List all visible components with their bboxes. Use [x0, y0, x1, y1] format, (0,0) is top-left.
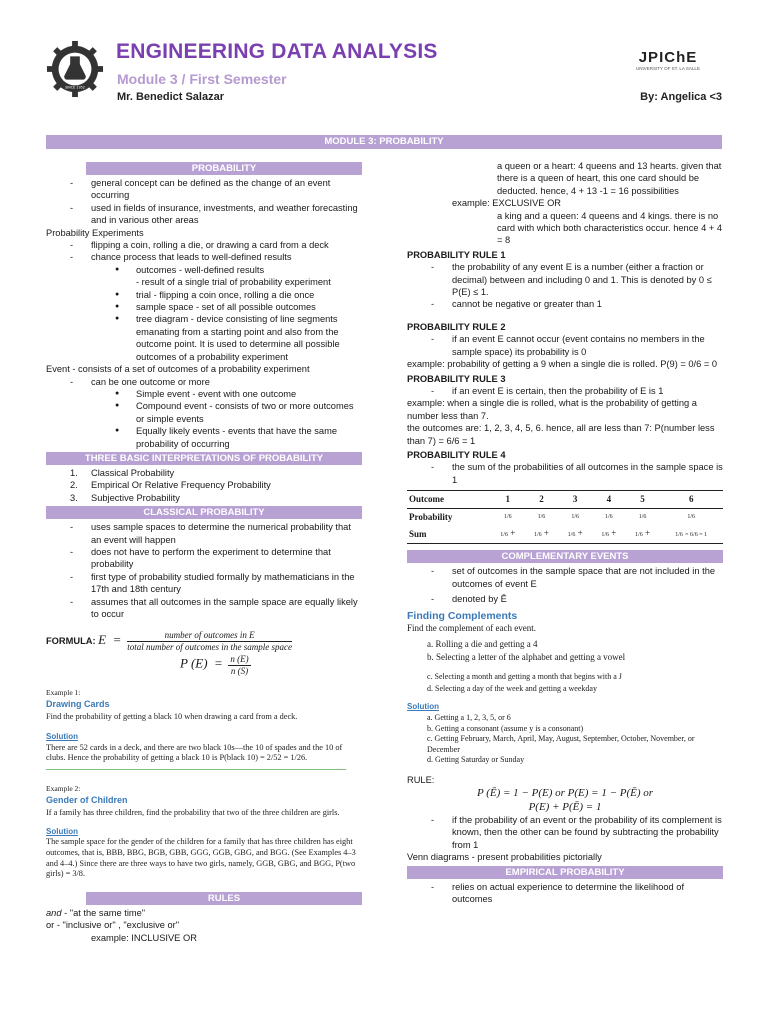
rule2-list: [407, 333, 723, 358]
list-item: - relies on actual experience to determine the likelihood of outcomes: [407, 881, 723, 906]
list-item: 1. Classical Probability: [70, 467, 175, 478]
complementary-list: [407, 565, 723, 605]
formula-fraction-2: [228, 654, 250, 677]
event-label: Event - consists of a set of outcomes of a probability experiment: [46, 364, 310, 375]
section-heading-complementary: COMPLEMENTARY EVENTS: [407, 550, 723, 563]
finding-complements-block: [407, 622, 723, 766]
sum-term: 1/6: [533, 531, 542, 538]
table-cell: 1/6: [687, 513, 696, 520]
fc-prompt: Find the complement of each event.: [407, 623, 536, 633]
section-heading-empirical: EMPIRICAL PROBABILITY: [407, 866, 723, 879]
plus-sign: +: [543, 527, 549, 538]
table-cell: [659, 525, 723, 544]
rule3-example: example: when a single die is rolled, what is the probability of getting a number less than 7.: [407, 398, 697, 421]
list-item: - if the probability of an event or the probability of its complement is known, then the other can be found by subtracting the probability from 1: [407, 814, 723, 851]
rule4-list: [407, 461, 723, 486]
list-item: ● trial - flipping a coin once, rolling a die once: [46, 289, 362, 301]
page-subtitle: Module 3 / First Semester: [117, 71, 287, 87]
rule1-list: [407, 261, 723, 311]
finding-complements-title: Finding Complements: [407, 609, 518, 622]
exclusive-label: example: EXCLUSIVE OR: [452, 198, 562, 209]
rule3-example-2: the outcomes are: 1, 2, 3, 4, 5, 6. hence, all are less than 7: P(number less than 7) = 6/6 = 1: [407, 423, 715, 446]
list-item: a. Rolling a die and getting a 4: [427, 639, 538, 649]
table-cell: 1/6: [537, 513, 546, 520]
example-label: Example 2:: [46, 783, 81, 793]
rule4-heading: PROBABILITY RULE 4: [407, 449, 506, 460]
list-item: ● Equally likely events - events that have the same probability of occurring: [46, 425, 362, 450]
rule-or: or - "inclusive or" , "exclusive or": [46, 920, 180, 931]
empirical-list: [407, 881, 723, 906]
table-cell: 6: [659, 491, 723, 508]
sum-term: 1/6: [635, 531, 643, 538]
example-label: Example 1:: [46, 688, 81, 698]
formula-denominator: total number of outcomes in the sample space: [127, 642, 292, 653]
list-item: ● Simple event - event with one outcome: [46, 388, 362, 400]
example-title: Drawing Cards: [46, 699, 110, 709]
list-item: - used in fields of insurance, investments, and weather forecasting and in various other areas: [46, 202, 362, 227]
table-cell: Outcome: [407, 491, 491, 508]
table-cell: [525, 525, 559, 544]
outcome-probability-table: [407, 490, 723, 544]
table-cell: [626, 525, 660, 544]
sum-term: 1/6: [601, 531, 610, 538]
classical-list: [46, 521, 362, 620]
event-list: [46, 376, 362, 388]
gear-flask-logo-icon: [46, 40, 104, 98]
sum-result: = 6/6 = 1: [685, 531, 708, 538]
plus-sign: +: [510, 527, 516, 538]
plus-sign: +: [577, 527, 583, 538]
list-item: - if an event E is certain, then the probability of E is 1: [407, 385, 723, 397]
list-item: c. Selecting a month and getting a month that begins with a J: [427, 672, 622, 681]
table-cell: 1/6: [503, 513, 512, 520]
formula-fraction: [127, 630, 292, 653]
module-title-bar: MODULE 3: PROBABILITY: [46, 135, 722, 149]
sum-term: 1/6: [567, 531, 576, 538]
sum-term: 1/6: [675, 531, 683, 538]
venn-note: Venn diagrams - present probabilities pictorially: [407, 852, 602, 863]
event-types-list: [46, 388, 362, 450]
exclusive-example: a king and a queen: 4 queens and 4 kings. there is no card with which both characteristics occur. hence 4 + 4 = 8: [497, 210, 723, 246]
list-item-text: Classical Probability: [91, 467, 175, 478]
list-item: - the sum of the probabilities of all outcomes in the sample space is 1: [407, 461, 723, 486]
interpretations-list: [46, 467, 362, 504]
teacher-name: Mr. Benedict Salazar: [117, 91, 224, 103]
list-item-text: Empirical Or Relative Frequency Probability: [91, 480, 271, 491]
formula2-denominator: n (S): [230, 666, 249, 677]
list-item: ● Compound event - consists of two or more outcomes or simple events: [46, 400, 362, 425]
rule3-list: [407, 385, 723, 397]
brand-logo: [636, 50, 700, 72]
table-cell: Probability: [409, 511, 453, 522]
divider: [46, 769, 346, 770]
complement-rule-equation: P (Ē) = 1 − P(E) or P(E) = 1 − P(Ē) or: [476, 786, 654, 799]
list-item: - set of outcomes in the sample space that are not included in the outcomes of event E: [407, 565, 723, 590]
list-item: - assumes that all outcomes in the sample space are equally likely to occur: [46, 596, 362, 621]
list-item: b. Selecting a letter of the alphabet and getting a vowel: [427, 652, 626, 662]
experiments-list: [46, 239, 362, 264]
table-row: [407, 525, 723, 544]
list-item: [46, 264, 362, 289]
probability-list: [46, 177, 362, 227]
table-cell: 1/6: [605, 513, 613, 520]
author-credit: By: Angelica <3: [640, 91, 722, 103]
outcome-subtext: - result of a single trial of probability experiment: [136, 277, 331, 288]
section-heading-three-interpretations: THREE BASIC INTERPRETATIONS OF PROBABILITY: [46, 452, 362, 465]
formula-label: FORMULA:: [46, 636, 96, 647]
rule-and-text: - "at the same time": [61, 907, 146, 918]
rule3-heading: PROBABILITY RULE 3: [407, 373, 506, 384]
bullet-text: outcomes - well-defined results: [136, 264, 265, 275]
example-solution: The sample space for the gender of the children for a family that has three children has eight outcomes, that is, BBB, BBG, BGB, GBB, GGG, GGB, GBG, and BGG. (See Examples 4–3 and 4–4.) Since there are three ways to have two girls, namely, GGB, GBG, and BGG, P(two girls) = 3/8.: [46, 837, 356, 879]
example-1: [46, 688, 362, 770]
list-item: d. Getting Saturday or Sunday: [427, 755, 525, 764]
rule2-heading: PROBABILITY RULE 2: [407, 321, 506, 332]
table-cell: 1/6: [571, 513, 579, 520]
experiments-label: Probability Experiments: [46, 227, 144, 238]
page-title: ENGINEERING DATA ANALYSIS: [116, 40, 438, 63]
list-item: a. Getting a 1, 2, 3, 5, or 6: [427, 713, 511, 722]
example-2: [46, 784, 362, 880]
example-problem: If a family has three children, find the probability that two of the three children are girls.: [46, 808, 340, 818]
plus-sign: +: [611, 527, 617, 538]
table-cell: [592, 525, 626, 544]
rule-and: [46, 907, 362, 919]
example-problem: Find the probability of getting a black 10 when drawing a card from a deck.: [46, 711, 298, 721]
list-item: - the probability of any event E is a number (either a fraction or decimal) between and including 0 and 1. This is denoted by 0 ≤ P(E) ≤ 1.: [407, 261, 723, 298]
example-solution-label: Solution: [46, 732, 78, 742]
fc-solution-label: Solution: [407, 702, 439, 711]
example-solution-label: Solution: [46, 826, 78, 836]
list-item: b. Getting a consonant (assume y is a consonant): [427, 723, 584, 733]
list-item: c. Getting February, March, April, May, August, September, October, November, or December: [427, 734, 695, 754]
formula-numerator: number of outcomes in E: [127, 630, 292, 642]
brand-name: JPIChE: [638, 49, 698, 66]
brand-subtext: UNIVERSITY OF ST. LA SALLE: [636, 66, 700, 71]
table-cell: [491, 525, 525, 544]
list-item: - cannot be negative or greater than 1: [407, 298, 723, 310]
list-item: - denoted by Ē: [407, 593, 723, 605]
table-row: [407, 508, 723, 525]
list-item: ● sample space - set of all possible outcomes: [46, 301, 362, 313]
list-item: - can be one outcome or more: [46, 376, 362, 388]
list-item: - chance process that leads to well-defined results: [46, 251, 362, 263]
list-item: ● tree diagram - device consisting of line segments emanating from a starting point and also from the outcome point. It is used to determine all possible outcomes of a probability experiment: [46, 313, 362, 363]
sum-term: 1/6: [500, 531, 508, 538]
rule1-heading: PROBABILITY RULE 1: [407, 249, 506, 260]
table-cell: Sum: [407, 525, 491, 544]
rule2-example: example: probability of getting a 9 when a single die is rolled. P(9) = 0/6 = 0: [407, 359, 718, 370]
formula2-numerator: n (E): [230, 654, 249, 665]
plus-sign: +: [644, 527, 651, 538]
rule-label: RULE:: [407, 774, 435, 785]
experiment-terms-list: [46, 264, 362, 363]
example-title: Gender of Children: [46, 794, 128, 805]
list-item: d. Selecting a day of the week and getting a weekday: [427, 684, 597, 693]
list-item: - does not have to perform the experiment to determine that probability: [46, 546, 362, 571]
list-item-text: Subjective Probability: [91, 492, 180, 503]
table-cell: 5: [626, 491, 660, 508]
table-cell: 3: [558, 491, 592, 508]
rule-and-word: and: [46, 907, 62, 918]
table-cell: 4: [592, 491, 626, 508]
table-cell: 1: [491, 491, 525, 508]
complement-rule-list: [407, 814, 723, 851]
list-item: - flipping a coin, rolling a die, or drawing a card from a deck: [46, 239, 362, 251]
left-column: [46, 160, 362, 944]
list-item: 3. Subjective Probability: [70, 492, 180, 503]
list-item: - if an event E cannot occur (event contains no members in the sample space) its probability is 0: [407, 333, 723, 358]
inclusive-example: a queen or a heart: 4 queens and 13 hearts. given that there is a queen of heart, this one card should be deducted. hence, 4 + 13 -1 = 16 possibilities: [497, 161, 722, 196]
table-row: [407, 491, 723, 508]
table-cell: 1/6: [638, 513, 647, 520]
list-item: - general concept can be defined as the change of an event occurring: [46, 177, 362, 202]
example-solution: There are 52 cards in a deck, and there are two black 10s—the 10 of spades and the 10 of clubs. Hence the probability of getting a black 10 is P(black 10) = 2/52 = 1/26.: [46, 742, 343, 763]
classical-formula: FORMULA: E = $\frac{\text{number of outcomes in E}}{\text{total number of outcomes in the sample space}}$ P (E) = $\frac{n (E)}{n (S)}$: [46, 630, 292, 677]
list-item: - first type of probability studied formally by mathematicians in the 17th and 18th century: [46, 571, 362, 596]
section-heading-classical: CLASSICAL PROBABILITY: [46, 506, 362, 519]
section-heading-rules: RULES: [86, 892, 362, 905]
right-column: [407, 160, 723, 905]
logo-text: SINCE 1952: [65, 85, 85, 90]
table-cell: 2: [525, 491, 559, 508]
list-item: 2. Empirical Or Relative Frequency Probability: [70, 480, 271, 491]
table-cell: [558, 525, 592, 544]
section-heading-probability: PROBABILITY: [86, 162, 362, 175]
rule-example: example: INCLUSIVE OR: [91, 932, 197, 943]
complement-rule-equation-2: P(E) + P(Ē) = 1: [528, 800, 602, 813]
list-item: - uses sample spaces to determine the numerical probability that an event will happen: [46, 521, 362, 546]
